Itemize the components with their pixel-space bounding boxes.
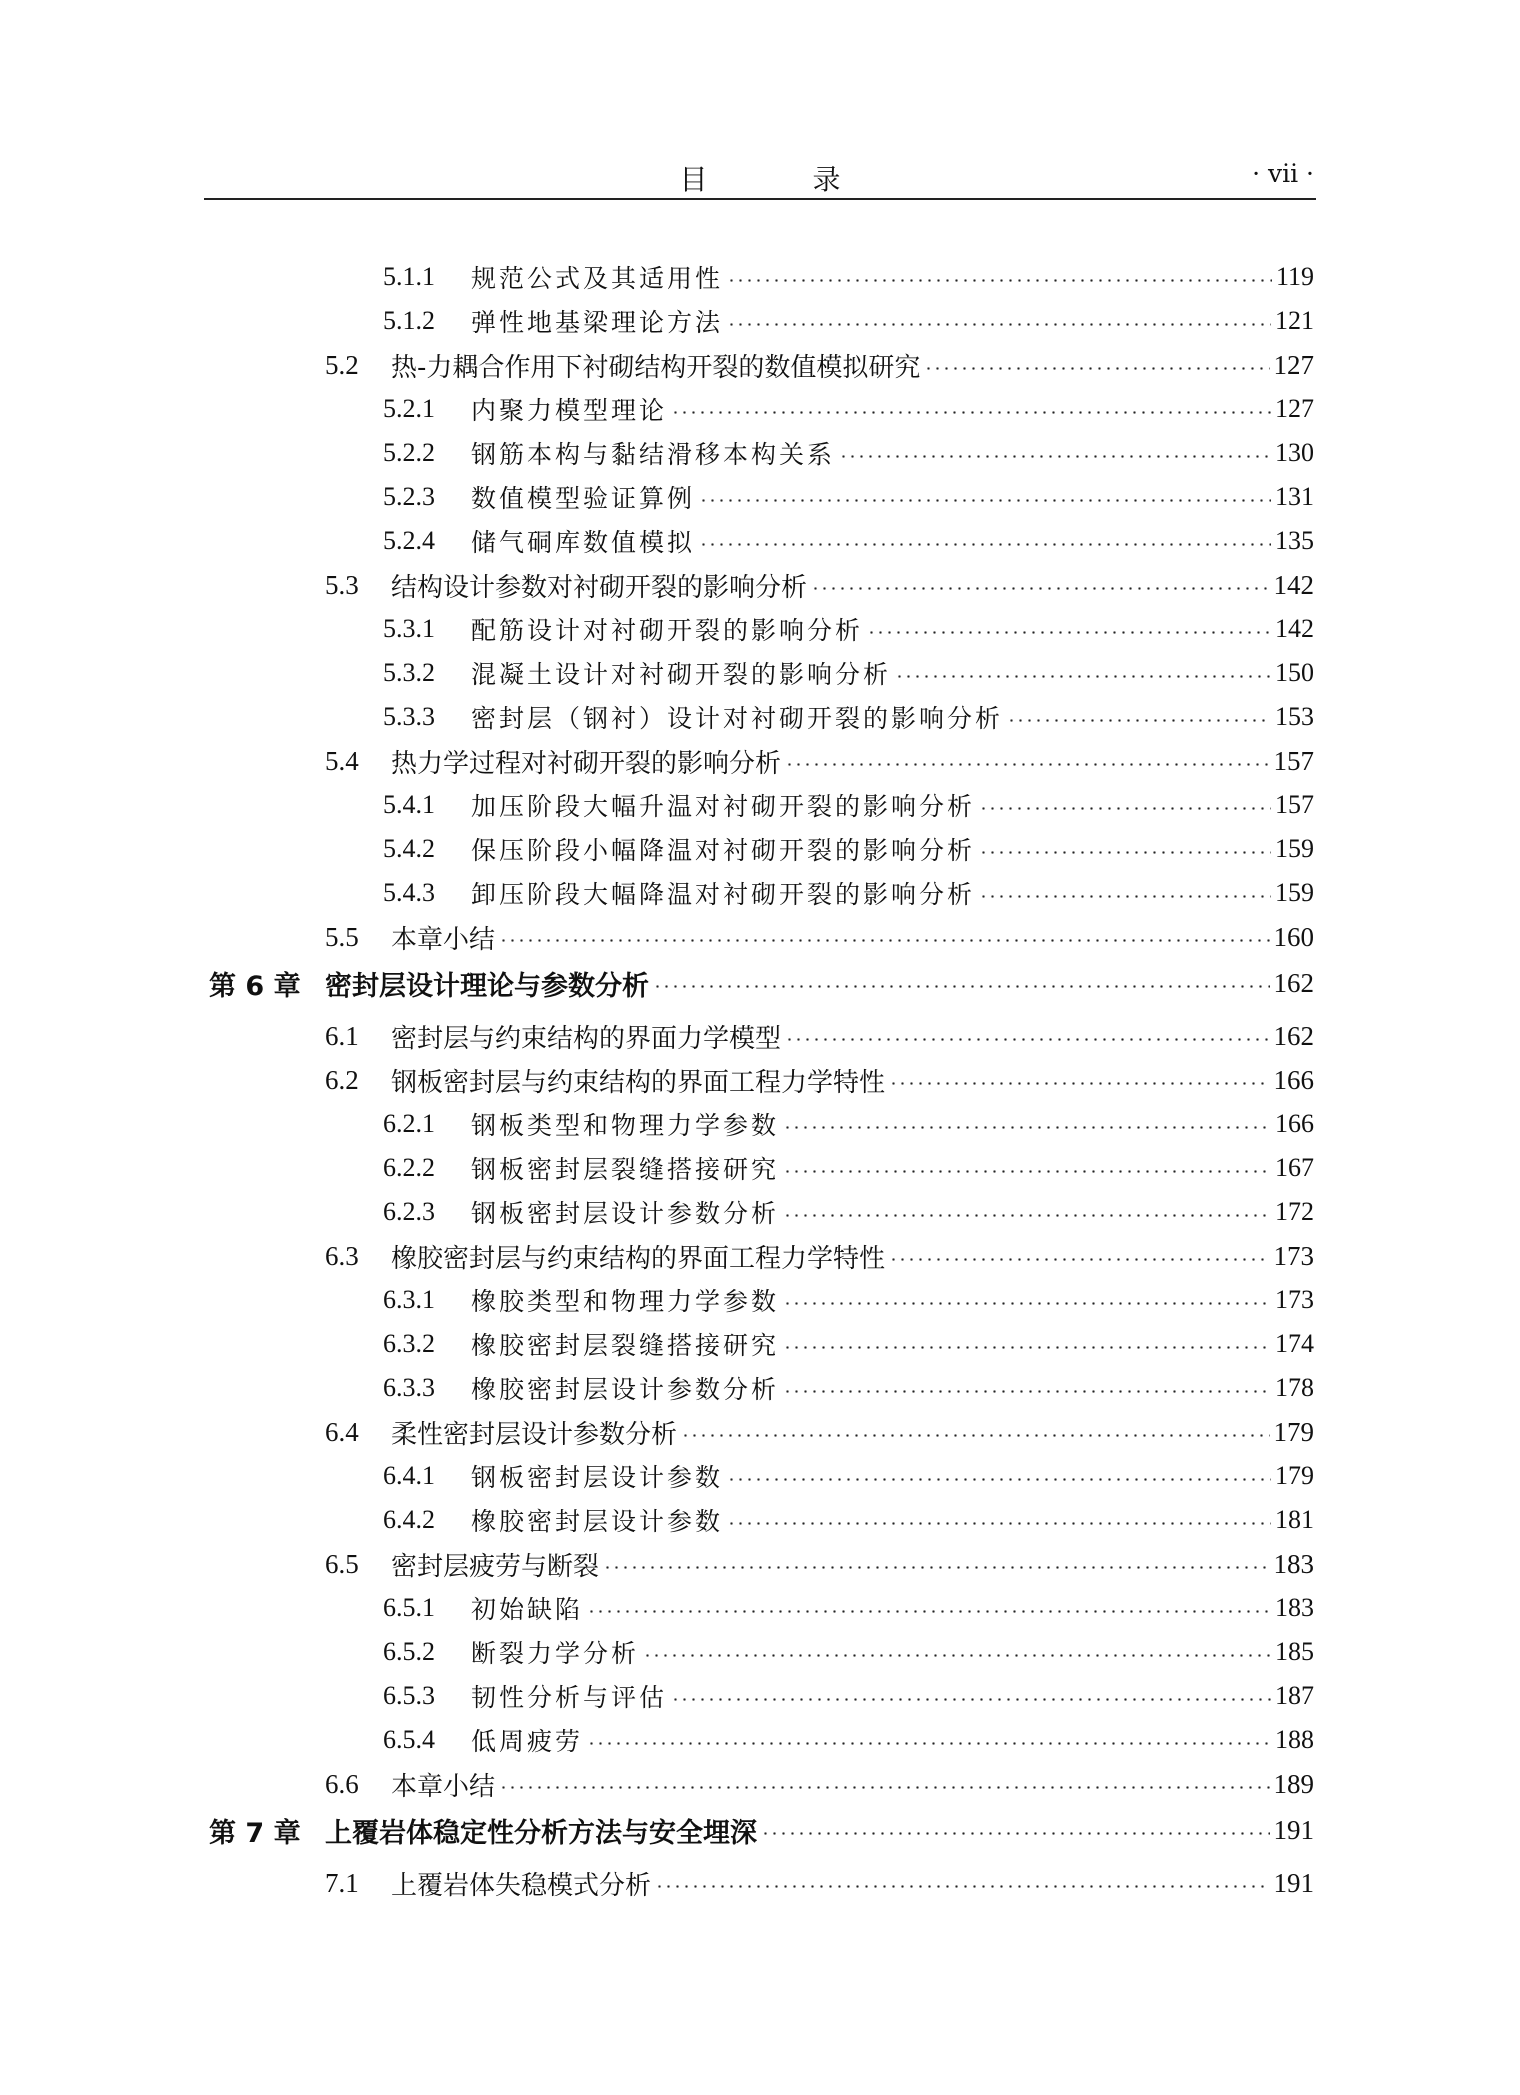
toc-entry-title: 橡胶密封层裂缝搭接研究 (471, 1331, 780, 1360)
dot-leader (499, 939, 1269, 942)
dot-leader (761, 1832, 1270, 1835)
dot-leader (727, 1478, 1271, 1481)
toc-entry-page: 153 (1275, 702, 1314, 731)
toc-entry-title: 规范公式及其适用性 (471, 264, 724, 293)
toc-entry-title: 弹性地基梁理论方法 (471, 308, 724, 337)
dot-leader (889, 1082, 1269, 1085)
toc-entry-title: 断裂力学分析 (471, 1639, 640, 1668)
toc-entry-number: 5.2.4 (383, 526, 435, 555)
toc-entry-number: 6.3.2 (383, 1329, 435, 1358)
toc-entry-title: 热力学过程对衬砌开裂的影响分析 (391, 748, 782, 779)
toc-entry[interactable] (383, 1148, 1314, 1188)
toc-entry[interactable] (383, 257, 1314, 297)
dot-leader (889, 1258, 1269, 1261)
toc-entry-page: 174 (1275, 1329, 1314, 1358)
dot-leader (671, 1698, 1271, 1701)
toc-entry-page: 162 (1273, 1020, 1314, 1051)
dot-leader (867, 631, 1271, 634)
toc-entry[interactable] (383, 873, 1314, 913)
toc-entry-page: 162 (1273, 967, 1314, 998)
toc-entry[interactable] (325, 1236, 1314, 1276)
toc-entry-page: 188 (1275, 1725, 1314, 1754)
toc-entry-page: 187 (1275, 1681, 1314, 1710)
toc-entry-title: 橡胶类型和物理力学参数 (471, 1287, 780, 1316)
toc-entry[interactable] (383, 1588, 1314, 1628)
toc-entry-number: 6.2 (325, 1064, 359, 1095)
toc-entry-page: 173 (1275, 1285, 1314, 1314)
toc-entry-number: 5.5 (325, 921, 359, 952)
toc-entry[interactable] (383, 1324, 1314, 1364)
toc-chapter-entry[interactable] (209, 963, 1314, 1003)
toc-entry[interactable] (325, 565, 1314, 605)
dot-leader (699, 499, 1271, 502)
toc-entry-number: 7.1 (325, 1867, 359, 1898)
dot-leader (783, 1126, 1271, 1129)
toc-entry[interactable] (325, 1412, 1314, 1452)
toc-entry-title: 数值模型验证算例 (471, 484, 696, 513)
toc-entry[interactable] (383, 1280, 1314, 1320)
toc-entry[interactable] (383, 1676, 1314, 1716)
toc-entry-page: 173 (1273, 1240, 1314, 1271)
toc-entry-number: 6.4 (325, 1416, 359, 1447)
toc-entry-page: 160 (1273, 921, 1314, 952)
toc-entry-number: 6.5.3 (383, 1681, 435, 1710)
toc-entry-number: 5.4.1 (383, 790, 435, 819)
toc-entry-page: 191 (1273, 1814, 1314, 1845)
toc-entry-page: 172 (1275, 1197, 1314, 1226)
toc-entry-page: 157 (1273, 745, 1314, 776)
toc-entry-title: 钢板密封层设计参数 (471, 1463, 724, 1492)
toc-entry[interactable] (325, 345, 1314, 385)
toc-entry-number: 6.2.2 (383, 1153, 435, 1182)
toc-entry-title: 内聚力模型理论 (471, 396, 668, 425)
toc-entry-page: 119 (1275, 262, 1314, 291)
toc-entry-page: 127 (1273, 349, 1314, 380)
page-number: · vii · (1252, 159, 1314, 188)
toc-entry-title: 钢板类型和物理力学参数 (471, 1111, 780, 1140)
toc-entry-title: 热-力耦合作用下衬砌结构开裂的数值模拟研究 (391, 352, 921, 383)
toc-entry-title: 配筋设计对衬砌开裂的影响分析 (471, 616, 864, 645)
toc-entry-number: 5.3.3 (383, 702, 435, 731)
toc-entry[interactable] (383, 1192, 1314, 1232)
toc-entry-title: 橡胶密封层设计参数 (471, 1507, 724, 1536)
dot-leader (587, 1742, 1271, 1745)
toc-entry-page: 142 (1273, 569, 1314, 600)
toc-entry-page: 166 (1275, 1109, 1314, 1138)
toc-entry[interactable] (383, 1632, 1314, 1672)
toc-entry-number: 5.1.2 (383, 306, 435, 335)
toc-entry-title: 加压阶段大幅升温对衬砌开裂的影响分析 (471, 792, 976, 821)
toc-entry[interactable] (325, 741, 1314, 781)
toc-entry-number: 6.2.3 (383, 1197, 435, 1226)
toc-entry-number: 6.4.1 (383, 1461, 435, 1490)
dot-leader (979, 807, 1271, 810)
dot-leader (643, 1654, 1271, 1657)
toc-entry-title: 钢板密封层设计参数分析 (471, 1199, 780, 1228)
toc-entry-number: 6.3.3 (383, 1373, 435, 1402)
toc-entry-number: 5.1.1 (383, 262, 435, 291)
toc-entry-title: 本章小结 (391, 924, 496, 955)
toc-entry-title: 卸压阶段大幅降温对衬砌开裂的影响分析 (471, 880, 976, 909)
toc-entry-page: 166 (1273, 1064, 1314, 1095)
dot-leader (785, 1038, 1269, 1041)
dot-leader (811, 587, 1269, 590)
toc-entry-page: 185 (1275, 1637, 1314, 1666)
toc-entry-number: 5.4.2 (383, 834, 435, 863)
toc-entry-number: 5.3 (325, 569, 359, 600)
dot-leader (895, 675, 1271, 678)
toc-entry-number: 6.1 (325, 1020, 359, 1051)
toc-entry-number: 5.2.3 (383, 482, 435, 511)
toc-entry-title: 钢板密封层裂缝搭接研究 (471, 1155, 780, 1184)
toc-entry-page: 150 (1275, 658, 1314, 687)
dot-leader (783, 1346, 1271, 1349)
toc-entry-number: 5.2 (325, 349, 359, 380)
toc-entry-page: 142 (1275, 614, 1314, 643)
dot-leader (924, 367, 1269, 370)
toc-entry-title: 橡胶密封层设计参数分析 (471, 1375, 780, 1404)
toc-entry-number: 5.4.3 (383, 878, 435, 907)
dot-leader (783, 1214, 1271, 1217)
toc-entry-page: 189 (1273, 1768, 1314, 1799)
toc-entry[interactable] (383, 389, 1314, 429)
toc-entry[interactable] (383, 697, 1314, 737)
toc-entry-number: 6.3.1 (383, 1285, 435, 1314)
dot-leader (655, 1885, 1269, 1888)
toc-entry[interactable] (325, 1060, 1314, 1100)
toc-entry-title: 本章小结 (391, 1771, 496, 1802)
toc-entry-page: 179 (1275, 1461, 1314, 1490)
dot-leader (699, 543, 1271, 546)
toc-entry[interactable] (383, 433, 1314, 473)
dot-leader (653, 985, 1270, 988)
toc-chapter-entry[interactable] (209, 1810, 1314, 1850)
toc-entry-page: 159 (1275, 834, 1314, 863)
toc-entry[interactable] (383, 1720, 1314, 1760)
toc-entry-page: 130 (1275, 438, 1314, 467)
toc-entry-number: 6.5.4 (383, 1725, 435, 1754)
toc-entry-number: 第 7 章 (209, 1817, 301, 1849)
toc-entry-page: 179 (1273, 1416, 1314, 1447)
toc-entry-page: 121 (1275, 306, 1314, 335)
toc-entry-number: 6.4.2 (383, 1505, 435, 1534)
toc-entry-page: 167 (1275, 1153, 1314, 1182)
dot-leader (839, 455, 1271, 458)
toc-entry-page: 135 (1275, 526, 1314, 555)
toc-entry[interactable] (383, 1104, 1314, 1144)
toc-entry-title: 韧性分析与评估 (471, 1683, 668, 1712)
toc-entry-title: 上覆岩体失稳模式分析 (391, 1870, 652, 1901)
dot-leader (785, 763, 1269, 766)
toc-entry-number: 5.3.1 (383, 614, 435, 643)
toc-entry[interactable] (383, 301, 1314, 341)
toc-entry-title: 橡胶密封层与约束结构的界面工程力学特性 (391, 1243, 886, 1274)
toc-entry[interactable] (383, 521, 1314, 561)
toc-entry-title: 密封层（钢衬）设计对衬砌开裂的影响分析 (471, 704, 1004, 733)
toc-entry-title: 低周疲劳 (471, 1727, 584, 1756)
toc-entry-page: 157 (1275, 790, 1314, 819)
dot-leader (499, 1786, 1269, 1789)
toc-entry[interactable] (325, 1863, 1314, 1903)
toc-entry-title: 混凝土设计对衬砌开裂的影响分析 (471, 660, 892, 689)
toc-entry-page: 191 (1273, 1867, 1314, 1898)
dot-leader (783, 1302, 1271, 1305)
toc-entry[interactable] (383, 829, 1314, 869)
toc-entry-page: 178 (1275, 1373, 1314, 1402)
toc-entry[interactable] (383, 1456, 1314, 1496)
dot-leader (979, 895, 1271, 898)
toc-entry-number: 第 6 章 (209, 970, 301, 1002)
toc-entry-number: 5.4 (325, 745, 359, 776)
toc-entry-number: 6.6 (325, 1768, 359, 1799)
toc-entry-page: 181 (1275, 1505, 1314, 1534)
dot-leader (1007, 719, 1271, 722)
toc-entry-number: 6.5.2 (383, 1637, 435, 1666)
toc-entry[interactable] (325, 917, 1314, 957)
toc-entry[interactable] (383, 785, 1314, 825)
toc-entry[interactable] (383, 1500, 1314, 1540)
toc-entry[interactable] (325, 1764, 1314, 1804)
dot-leader (783, 1390, 1271, 1393)
toc-entry[interactable] (325, 1016, 1314, 1056)
dot-leader (979, 851, 1271, 854)
dot-leader (671, 411, 1271, 414)
toc-entry-title: 保压阶段小幅降温对衬砌开裂的影响分析 (471, 836, 976, 865)
toc-entry-page: 183 (1275, 1593, 1314, 1622)
toc-entry-number: 5.3.2 (383, 658, 435, 687)
page-title: 目 录 (679, 163, 889, 196)
toc-entry-title: 初始缺陷 (471, 1595, 584, 1624)
toc-entry-title: 储气硐库数值模拟 (471, 528, 696, 557)
dot-leader (681, 1434, 1269, 1437)
toc-entry-title: 密封层疲劳与断裂 (391, 1551, 600, 1582)
dot-leader (783, 1170, 1271, 1173)
toc-entry-number: 5.2.2 (383, 438, 435, 467)
toc-entry-title: 钢板密封层与约束结构的界面工程力学特性 (391, 1067, 886, 1098)
toc-entry-number: 6.2.1 (383, 1109, 435, 1138)
dot-leader (727, 1522, 1271, 1525)
toc-entry[interactable] (383, 477, 1314, 517)
toc-entry-page: 131 (1275, 482, 1314, 511)
toc-entry-title: 钢筋本构与黏结滑移本构关系 (471, 440, 836, 469)
toc-entry[interactable] (383, 609, 1314, 649)
toc-entry-page: 159 (1275, 878, 1314, 907)
toc-entry-page: 127 (1275, 394, 1314, 423)
dot-leader (587, 1610, 1271, 1613)
toc-entry[interactable] (325, 1544, 1314, 1584)
dot-leader (603, 1566, 1269, 1569)
dot-leader (727, 323, 1271, 326)
toc-entry-page: 183 (1273, 1548, 1314, 1579)
toc-entry-title: 密封层与约束结构的界面力学模型 (391, 1023, 782, 1054)
toc-entry-number: 6.3 (325, 1240, 359, 1271)
toc-entry-title: 上覆岩体稳定性分析方法与安全埋深 (325, 1817, 757, 1849)
toc-entry-title: 柔性密封层设计参数分析 (391, 1419, 678, 1450)
toc-entry-title: 密封层设计理论与参数分析 (325, 970, 649, 1002)
toc-entry-number: 6.5.1 (383, 1593, 435, 1622)
toc-entry-title: 结构设计参数对衬砌开裂的影响分析 (391, 572, 808, 603)
toc-entry[interactable] (383, 1368, 1314, 1408)
toc-entry-number: 6.5 (325, 1548, 359, 1579)
toc-entry-number: 5.2.1 (383, 394, 435, 423)
toc-entry[interactable] (383, 653, 1314, 693)
dot-leader (727, 279, 1272, 282)
